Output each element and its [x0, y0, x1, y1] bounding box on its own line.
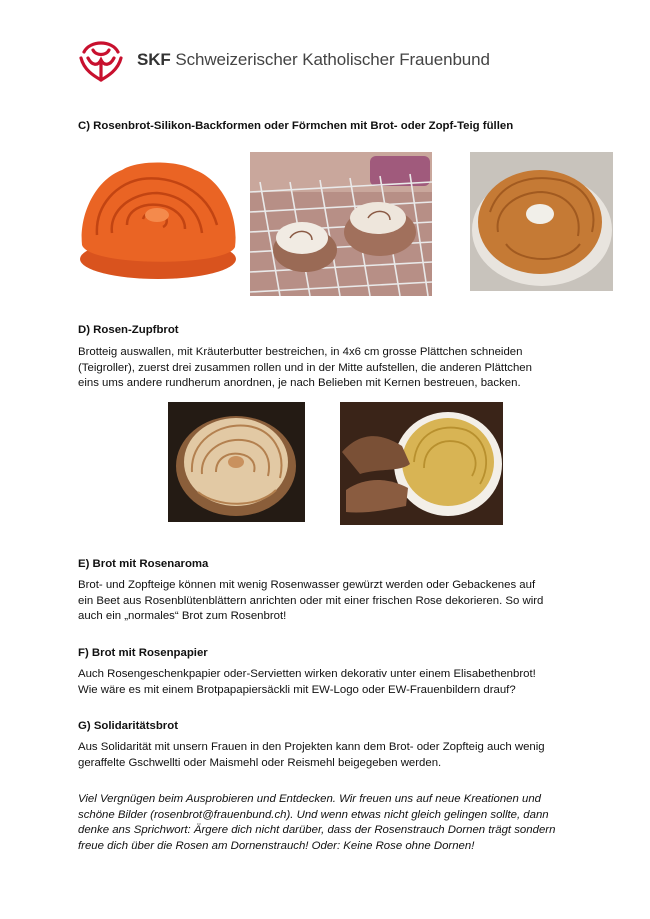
section-f-line: Wie wäre es mit einem Brotpapapiersäckli mit EW-Logo oder EW-Frauenbildern drauf?: [78, 683, 516, 696]
section-e-line: ein Beet aus Rosenblütenblättern anrichten oder mit einer frischen Rose dekorieren. So wird: [78, 594, 544, 607]
section-f-text: [78, 667, 598, 698]
brand-abbr: SKF: [137, 50, 171, 69]
section-e-text: [78, 578, 598, 625]
section-d-line: Brotteig auswallen, mit Kräuterbutter bestreichen, in 4x6 cm grosse Plättchen schneiden: [78, 346, 523, 358]
hands-holding-bread-image: [340, 402, 503, 525]
skf-logo: [76, 36, 126, 86]
section-e-line: auch ein „normales“ Brot zum Rosenbrot!: [78, 610, 287, 622]
closing-text: [78, 792, 598, 854]
closing-line: schöne Bilder (rosenbrot@frauenbund.ch). Und wenn etwas nicht gleich gelingen sollte, dann: [78, 808, 549, 821]
baked-rose-bread-image: [470, 152, 613, 291]
section-d-text: [78, 345, 598, 392]
closing-line: denke ans Sprichwort: Ärgere dich nicht darüber, dass der Rosenstrauch Dornen trägt sondern: [78, 824, 556, 836]
section-e-line: Brot- und Zopfteige können mit wenig Rosenwasser gewürzt werden oder Gebackenes auf: [78, 579, 536, 591]
rose-buns-on-rack-image: [250, 152, 432, 296]
section-g-text: [78, 740, 598, 771]
section-g-line: geraffelte Gschwellti oder Maismehl oder Reismehl beigegeben werden.: [78, 756, 442, 769]
section-d-line: (Teigroller), zuerst drei zusammen rollen und in der Mitte aufstellen, die anderen Plättchen: [78, 361, 532, 374]
brand-name: [137, 50, 490, 70]
closing-line: freue dich über die Rosen am Dornenstrauch! Oder: Keine Rose ohne Dornen!: [78, 839, 475, 852]
section-e-title: E) Brot mit Rosenaroma: [78, 558, 209, 570]
section-f-line: Auch Rosengeschenkpapier oder-Servietten wirken dekorativ unter einem Elisabethenbrot!: [78, 668, 536, 680]
section-d-line: eins ums andere rundherum anordnen, je nach Belieben mit Kernen bestreuen, backen.: [78, 377, 521, 389]
section-f-title: F) Brot mit Rosenpapier: [78, 647, 208, 659]
section-d-title: D) Rosen-Zupfbrot: [78, 324, 179, 336]
pull-apart-rose-bread-image: [168, 402, 305, 522]
closing-line: Viel Vergnügen beim Ausprobieren und Entdecken. Wir freuen uns auf neue Kreationen und: [78, 793, 542, 805]
brand-full-name: Schweizerischer Katholischer Frauenbund: [175, 50, 490, 69]
rose-silicone-mold-image: [77, 155, 240, 285]
section-c-title: C) Rosenbrot-Silikon-Backformen oder Förmchen mit Brot- oder Zopf-Teig füllen: [78, 120, 514, 132]
section-g-line: Aus Solidarität mit unsern Frauen in den Projekten kann dem Brot- oder Zopfteig auch wenig: [78, 741, 545, 753]
section-g-title: G) Solidaritätsbrot: [78, 720, 178, 732]
